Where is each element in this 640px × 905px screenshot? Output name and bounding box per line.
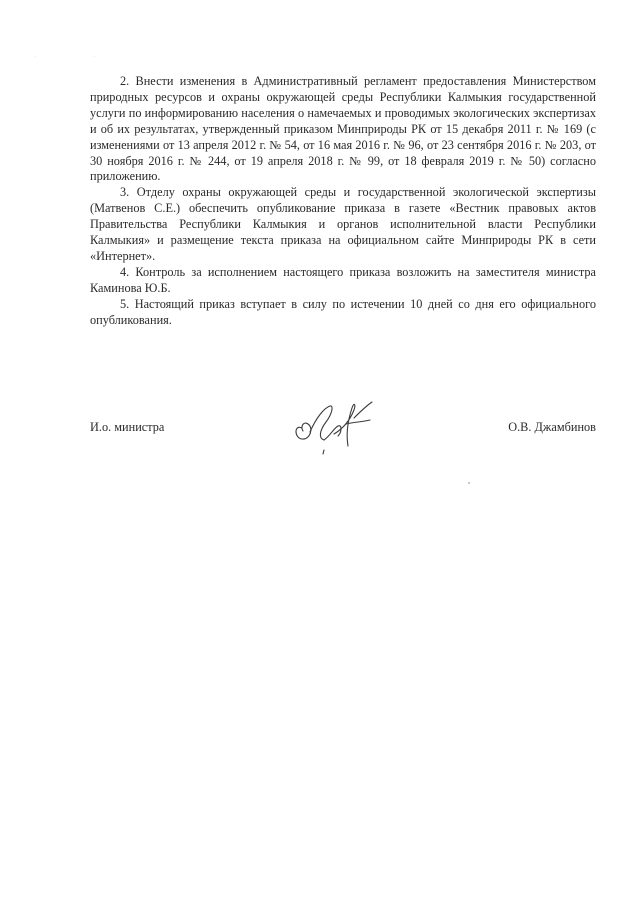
paragraph-3: 3. Отделу охраны окружающей среды и государственной экологической экспертизы (Матвенов С.Е.) обеспечить опубликование приказа в газете «Вестник правовых актов Правительства Республики Калмыкия и органов исполнительной власти Республики Калмыкия» и размещение текста приказа на официальном сайте Минприроды РК в сети «Интернет». (90, 185, 596, 263)
document-body (90, 74, 596, 329)
signatory-role: И.о. министра (90, 420, 165, 434)
paragraph-5: 5. Настоящий приказ вступает в силу по истечении 10 дней со дня его официального опубликования. (90, 296, 596, 327)
scan-dot (468, 482, 470, 484)
signatory-name: О.В. Джамбинов (508, 420, 596, 434)
paragraph-2: 2. Внести изменения в Административный регламент предоставления Министерством природных ресурсов и охраны окружающей среды Республики Калмыкия государственной услуги по информированию населения о намечаемых и проводимых экологических экспертизах и об их результатах, утвержденный приказом Минприроды РК от 15 декабря 2011 г. № 169 (с изменениями от 13 апреля 2012 г. № 54, от 16 мая 2016 г. № 96, от 23 сентября 2016 г. № 203, от 30 ноября 2016 г. № 244, от 19 апреля 2018 г. № 99, от 18 февраля 2019 г. № 50) согласно приложению. (90, 74, 596, 184)
scan-specks: · · (34, 54, 124, 60)
handwritten-signature (288, 398, 388, 458)
signature-block (90, 412, 596, 452)
paragraph-4: 4. Контроль за исполнением настоящего приказа возложить на заместителя министра Каминова Ю.Б. (90, 264, 596, 295)
